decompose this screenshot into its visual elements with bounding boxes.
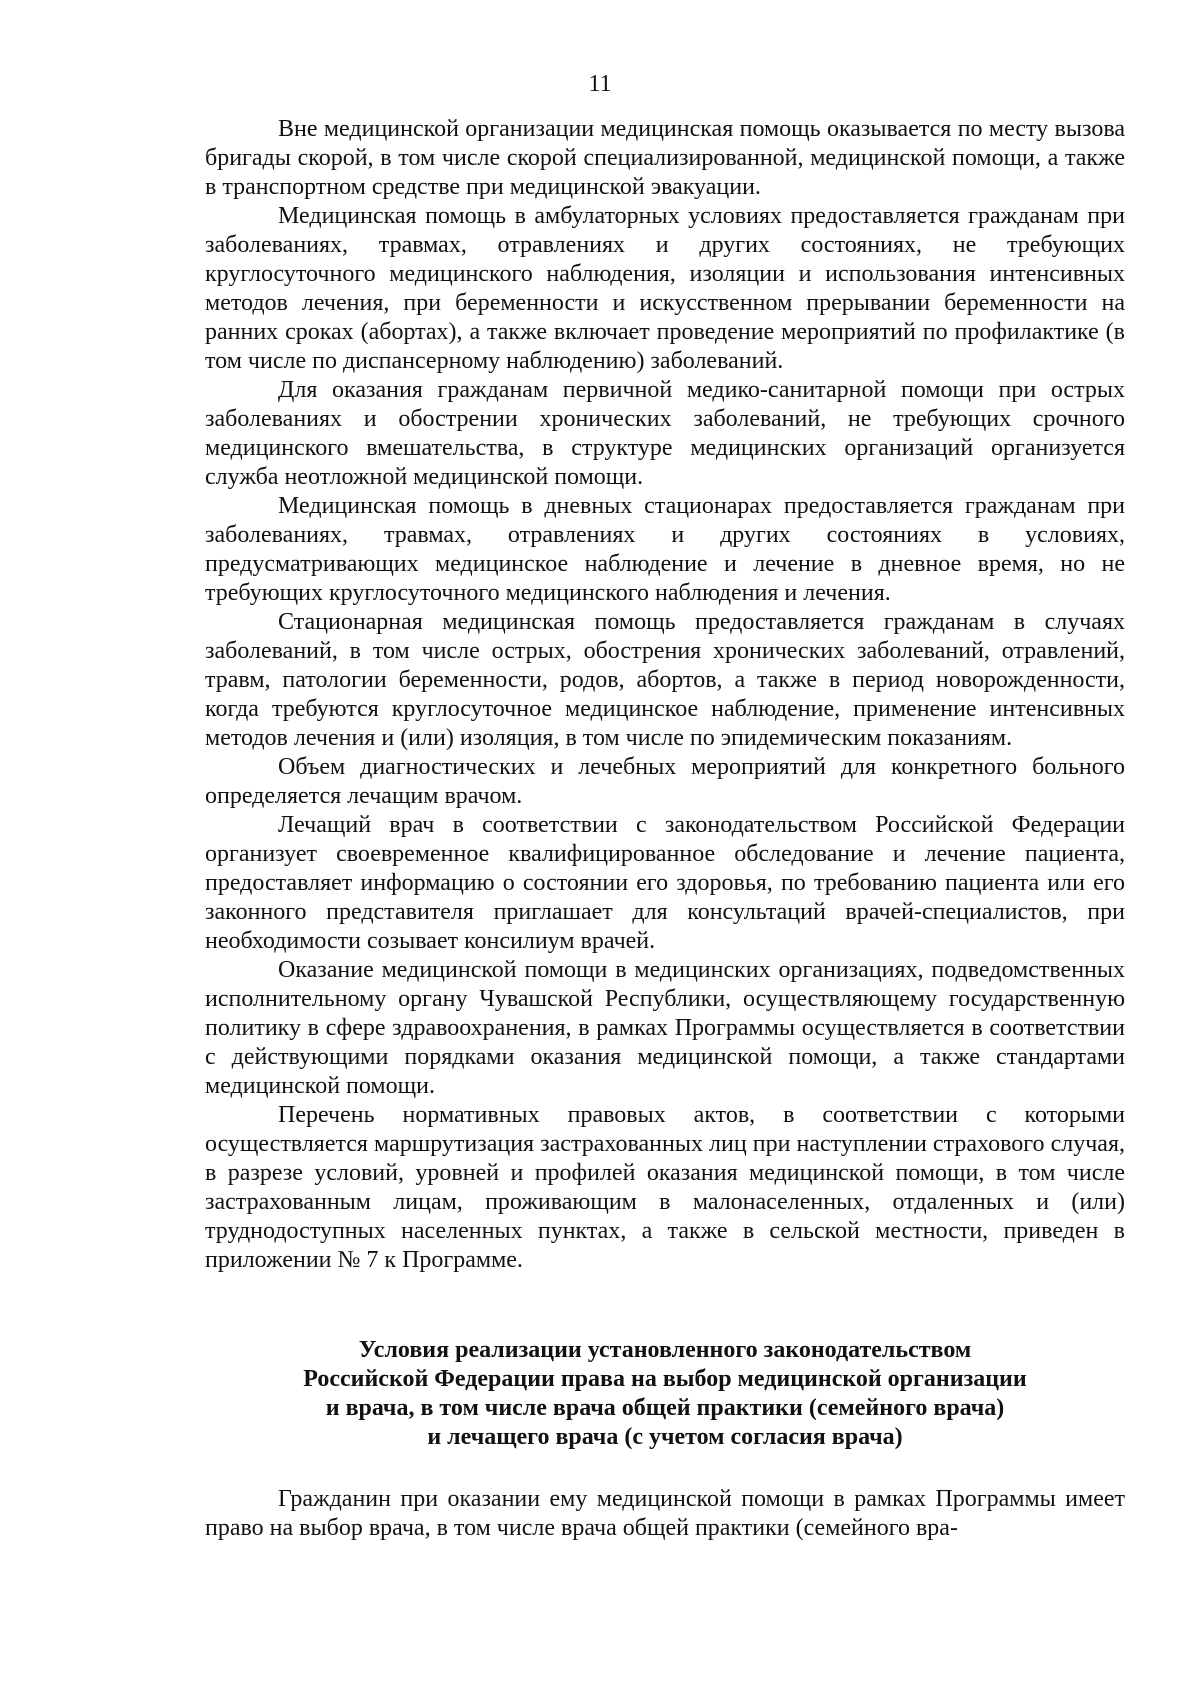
page-number: 11 [588, 71, 612, 97]
document-body [205, 115, 1125, 1275]
section-heading-line: Условия реализации установленного законодательством [358, 1337, 972, 1363]
section-heading-line: Российской Федерации права на выбор медицинской организации [303, 1366, 1027, 1392]
paragraph: Гражданин при оказании ему медицинской помощи в рамках Программы имеет право на выбор врача, в том числе врача общей практики (семейного вра- [205, 1486, 1125, 1541]
paragraph: Стационарная медицинская помощь предоставляется гражданам в случаях заболеваний, в том числе острых, обострения хронических заболеваний, отравлений, травм, патологии беременности, родов, абортов, а также в период новорожденности, когда требуются круглосуточное медицинское наблюдение, применение интенсивных методов лечения и (или) изоляция, в том числе по эпидемическим показаниям. [205, 609, 1125, 751]
paragraph: Лечащий врач в соответствии с законодательством Российской Федерации организует своевременное квалифицированное обследование и лечение пациента, предоставляет информацию о состоянии его здоровья, по требованию пациента или его законного представителя приглашает для консультаций врачей-специалистов, при необходимости созывает консилиум врачей. [205, 812, 1125, 954]
paragraph: Оказание медицинской помощи в медицинских организациях, подведомственных исполнительному органу Чувашской Республики, осуществляющему государственную политику в сфере здравоохранения, в рамках Программы осуществляется в соответствии с действующими порядками оказания медицинской помощи, а также стандартами медицинской помощи. [205, 957, 1125, 1099]
paragraph: Медицинская помощь в амбулаторных условиях предоставляется гражданам при заболеваниях, травмах, отравлениях и других состояниях, не требующих круглосуточного медицинского наблюдения, изоляции и использования интенсивных методов лечения, при беременности и искусственном прерывании беременности на ранних сроках (абортах), а также включает проведение мероприятий по профилактике (в том числе по диспансерному наблюдению) заболеваний. [205, 203, 1125, 374]
paragraph: Перечень нормативных правовых актов, в соответствии с которыми осуществляется маршрутизация застрахованных лиц при наступлении страхового случая, в разрезе условий, уровней и профилей оказания медицинской помощи, в том числе застрахованным лицам, проживающим в малонаселенных, отдаленных и (или) труднодоступных населенных пунктах, а также в сельской местности, приведен в приложении № 7 к Программе. [205, 1102, 1125, 1273]
section-heading-line: и врача, в том числе врача общей практики (семейного врача) [325, 1395, 1005, 1421]
section-body [205, 1485, 1125, 1543]
section-heading-line: и лечащего врача (с учетом согласия врача) [427, 1424, 903, 1450]
paragraph: Медицинская помощь в дневных стационарах предоставляется гражданам при заболеваниях, травмах, отравлениях и других состояниях в условиях, предусматривающих медицинское наблюдение и лечение в дневное время, но не требующих круглосуточного медицинского наблюдения и лечения. [205, 493, 1125, 606]
paragraph: Вне медицинской организации медицинская помощь оказывается по месту вызова бригады скорой, в том числе скорой специализированной, медицинской помощи, а также в транспортном средстве при медицинской эвакуации. [205, 116, 1125, 200]
section-heading [205, 1336, 1125, 1452]
paragraph: Объем диагностических и лечебных мероприятий для конкретного больного определяется лечащим врачом. [205, 754, 1125, 809]
paragraph: Для оказания гражданам первичной медико-санитарной помощи при острых заболеваниях и обострении хронических заболеваний, не требующих срочного медицинского вмешательства, в структуре медицинских организаций организуется служба неотложной медицинской помощи. [205, 377, 1125, 490]
